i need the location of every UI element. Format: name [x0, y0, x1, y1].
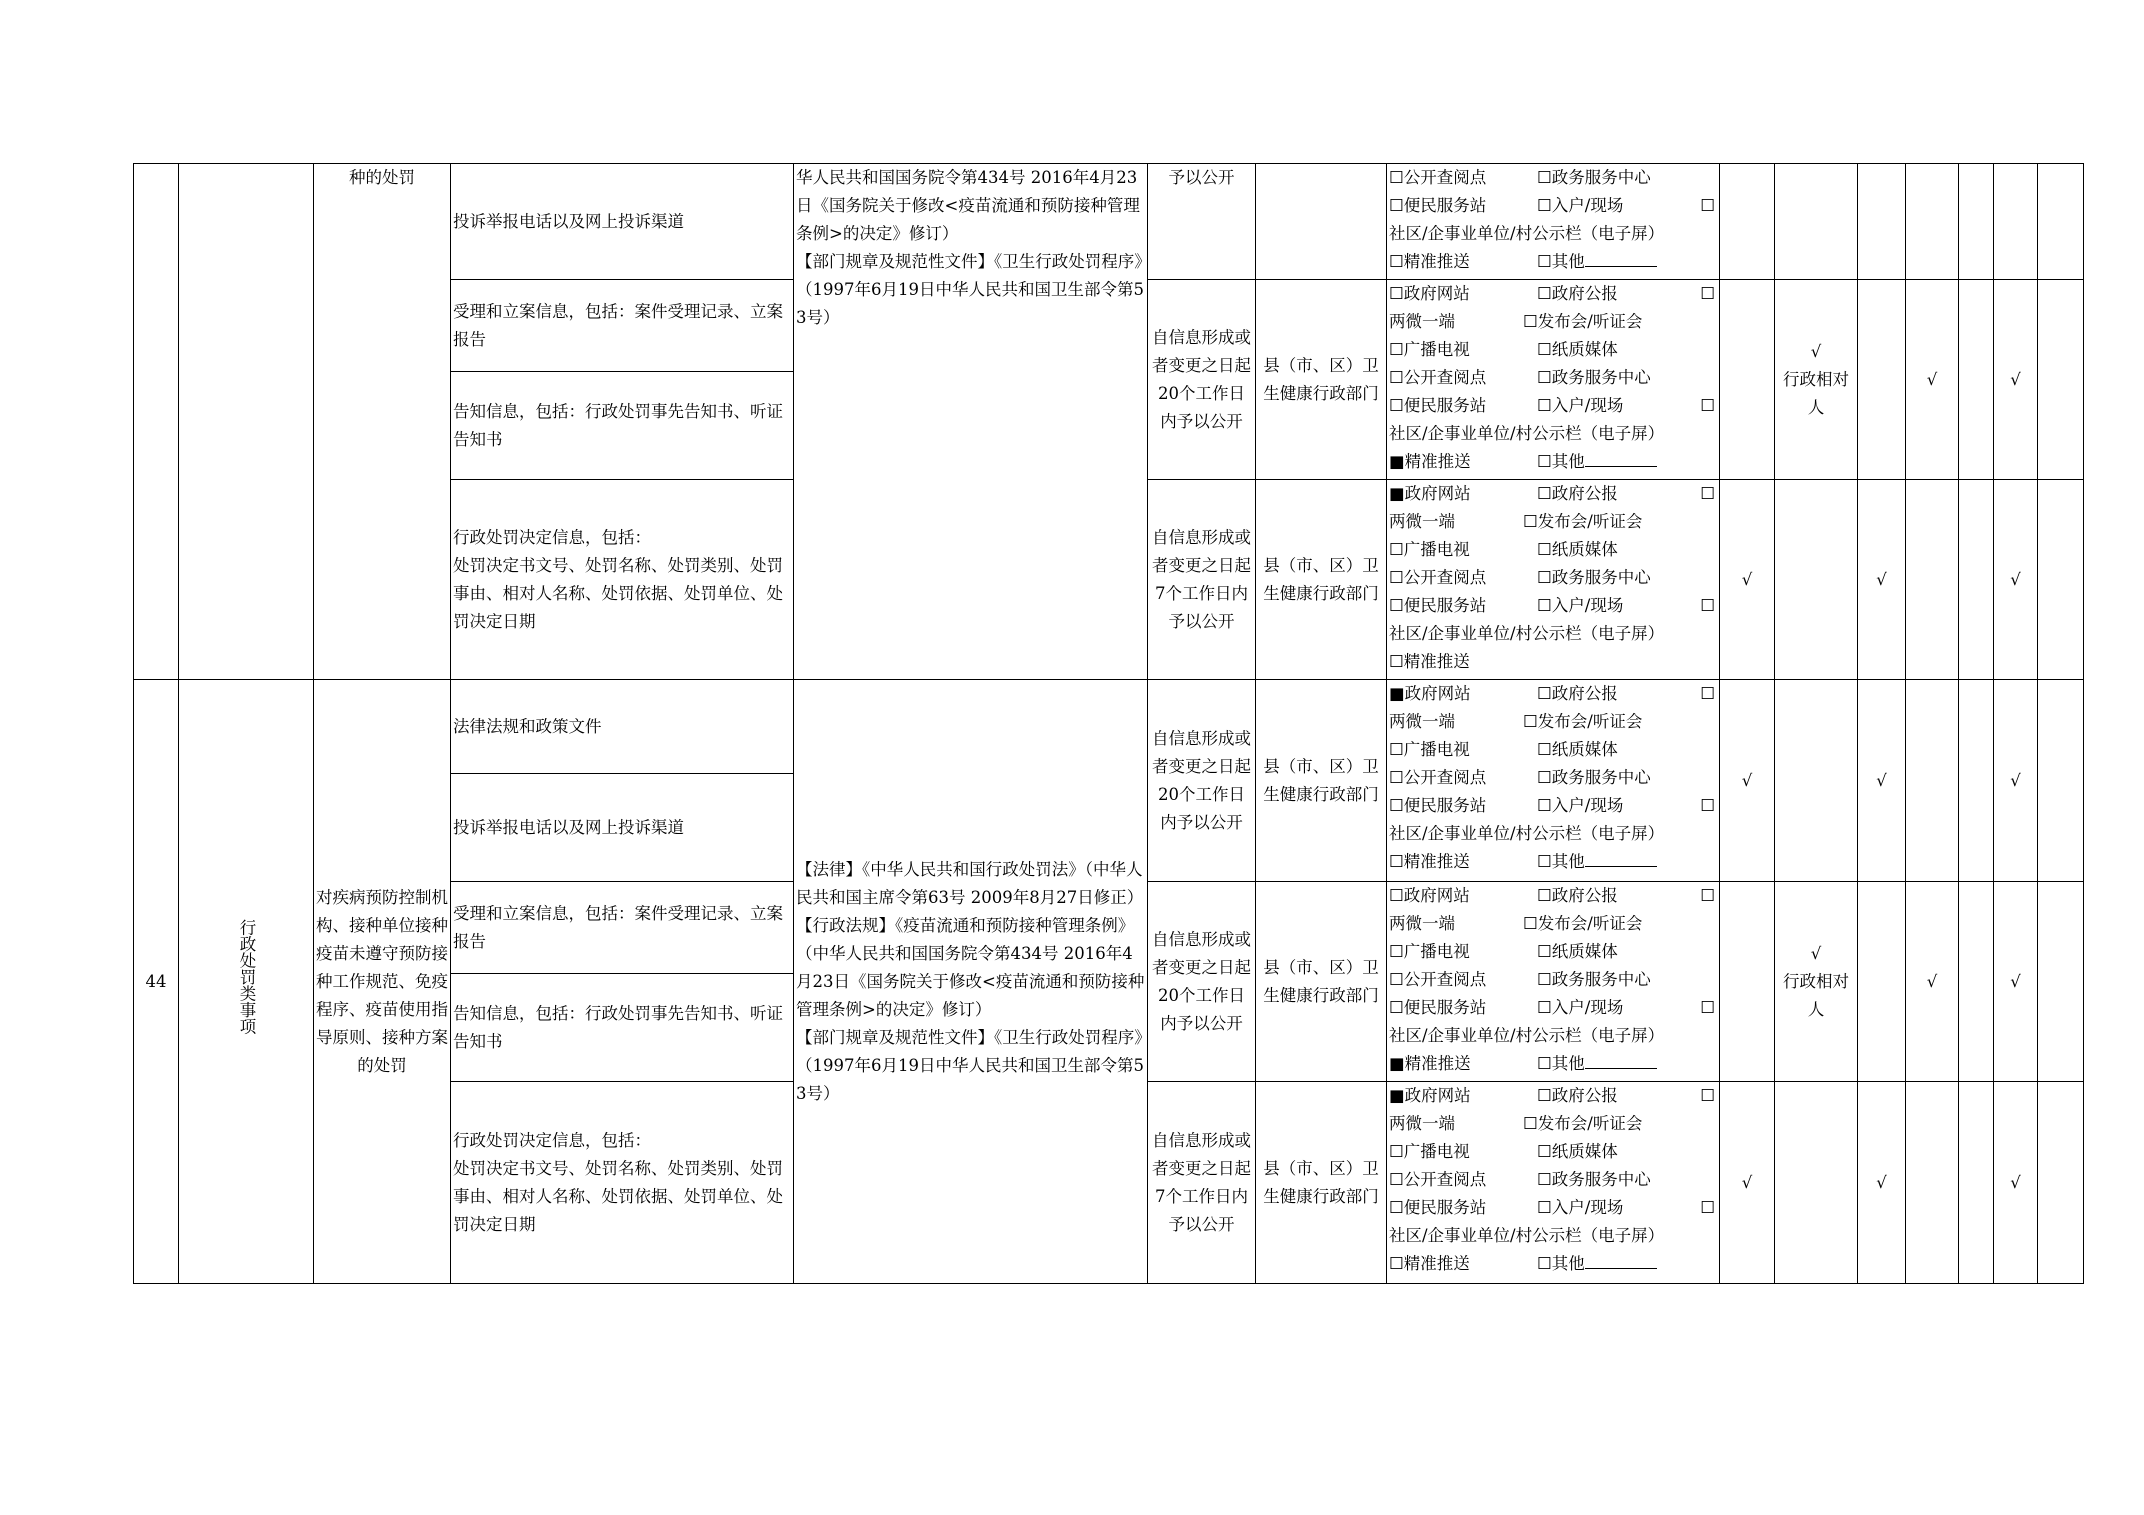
- channel-cell: ☐政府网站 ☐政府公报 ☐ 两微一端 ☐发布会/听证会 ☐广播电视 ☐纸质媒体 ☐公开查阅点 ☐政务服务中心 ☐便民服务站 ☐入户/现场 ☐ 社区/企事业单位/村公示栏（电子屏） ■精准推送 ☐其他: [1387, 280, 1720, 480]
- item-cell: 受理和立案信息，包括：案件受理记录、立案报告: [451, 280, 794, 372]
- subject-cell: 县（市、区）卫生健康行政部门: [1256, 1082, 1387, 1284]
- item-cell: 告知信息，包括：行政处罚事先告知书、听证告知书: [451, 974, 794, 1082]
- subject-cell: 县（市、区）卫生健康行政部门: [1256, 280, 1387, 480]
- basis-cell: 华人民共和国国务院令第434号 2016年4月23日《国务院关于修改<疫苗流通和预防接种管理条例>的决定》修订） 【部门规章及规范性文件】《卫生行政处罚程序》（1997年6月19日中华人民共和国卫生部令第53号）: [794, 164, 1148, 680]
- table-row: 受理和立案信息，包括：案件受理记录、立案报告 自信息形成或者变更之日起20个工作日内予以公开 县（市、区）卫生健康行政部门 ☐政府网站 ☐政府公报 ☐ 两微一端 ☐发布会/听证会 ☐广播电视 ☐纸质媒体 ☐公开查阅点 ☐政务服务中心 ☐便民服务站 ☐入户/现场 ☐ 社区/企事业单位/村公示栏（电子屏） ■精准推送 ☐其他 √ 行政相对人 √ √: [134, 280, 2084, 372]
- table-row: 44 行政处罚类事项 对疾病预防控制机构、接种单位接种疫苗未遵守预防接种工作规范、免疫程序、疫苗使用指导原则、接种方案的处罚 法律法规和政策文件 【法律】《中华人民共和国行政处罚法》（中华人民共和国主席令第63号 2009年8月27日修正） 【行政法规】《疫苗流通和预防接种管理条例》（中华人民共和国国务院令第434号 2016年4月23日《国务院关于修改<疫苗流通和预防接种管理条例>的决定》修订） 【部门规章及规范性文件】《卫生行政处罚程序》（1997年6月19日中华人民共和国卫生部令第53号） 自信息形成或者变更之日起20个工作日内予以公开 县（市、区）卫生健康行政部门 ■政府网站 ☐政府公报 ☐ 两微一端 ☐发布会/听证会 ☐广播电视 ☐纸质媒体 ☐公开查阅点 ☐政务服务中心 ☐便民服务站 ☐入户/现场 ☐ 社区/企事业单位/村公示栏（电子屏） ☐精准推送 ☐其他 √ √ √: [134, 680, 2084, 774]
- channel-cell: ■政府网站 ☐政府公报 ☐ 两微一端 ☐发布会/听证会 ☐广播电视 ☐纸质媒体 ☐公开查阅点 ☐政务服务中心 ☐便民服务站 ☐入户/现场 ☐ 社区/企事业单位/村公示栏（电子屏） ☐精准推送 ☐其他: [1387, 680, 1720, 882]
- matter-cell: 对疾病预防控制机构、接种单位接种疫苗未遵守预防接种工作规范、免疫程序、疫苗使用指导原则、接种方案的处罚: [314, 680, 451, 1284]
- time-cell: 予以公开: [1148, 164, 1256, 280]
- item-cell: 行政处罚决定信息，包括： 处罚决定书文号、处罚名称、处罚类别、处罚事由、相对人名称、处罚依据、处罚单位、处罚决定日期: [451, 480, 794, 680]
- channel-cell: ■政府网站 ☐政府公报 ☐ 两微一端 ☐发布会/听证会 ☐广播电视 ☐纸质媒体 ☐公开查阅点 ☐政务服务中心 ☐便民服务站 ☐入户/现场 ☐ 社区/企事业单位/村公示栏（电子屏） ☐精准推送: [1387, 480, 1720, 680]
- item-cell: 法律法规和政策文件: [451, 680, 794, 774]
- subject-cell: [1256, 164, 1387, 280]
- table-row: 受理和立案信息，包括：案件受理记录、立案报告 自信息形成或者变更之日起20个工作日内予以公开 县（市、区）卫生健康行政部门 ☐政府网站 ☐政府公报 ☐ 两微一端 ☐发布会/听证会 ☐广播电视 ☐纸质媒体 ☐公开查阅点 ☐政务服务中心 ☐便民服务站 ☐入户/现场 ☐ 社区/企事业单位/村公示栏（电子屏） ■精准推送 ☐其他 √ 行政相对人 √ √: [134, 882, 2084, 974]
- item-cell: 告知信息，包括：行政处罚事先告知书、听证告知书: [451, 372, 794, 480]
- seq-cell: [134, 164, 179, 680]
- category-cell: [179, 164, 314, 680]
- table-row: [134, 164, 2084, 280]
- table-row: 行政处罚决定信息，包括： 处罚决定书文号、处罚名称、处罚类别、处罚事由、相对人名称、处罚依据、处罚单位、处罚决定日期 自信息形成或者变更之日起7个工作日内予以公开 县（市、区）卫生健康行政部门 ■政府网站 ☐政府公报 ☐ 两微一端 ☐发布会/听证会 ☐广播电视 ☐纸质媒体 ☐公开查阅点 ☐政务服务中心 ☐便民服务站 ☐入户/现场 ☐ 社区/企事业单位/村公示栏（电子屏） ☐精准推送 ☐其他 √ √ √: [134, 1082, 2084, 1284]
- party-cell: √ 行政相对人: [1775, 280, 1858, 480]
- matter-cell: 种的处罚: [314, 164, 451, 680]
- channel-cell: ■政府网站 ☐政府公报 ☐ 两微一端 ☐发布会/听证会 ☐广播电视 ☐纸质媒体 ☐公开查阅点 ☐政务服务中心 ☐便民服务站 ☐入户/现场 ☐ 社区/企事业单位/村公示栏（电子屏） ☐精准推送 ☐其他: [1387, 1082, 1720, 1284]
- item-cell: 受理和立案信息，包括：案件受理记录、立案报告: [451, 882, 794, 974]
- subject-cell: 县（市、区）卫生健康行政部门: [1256, 480, 1387, 680]
- basis-cell: 【法律】《中华人民共和国行政处罚法》（中华人民共和国主席令第63号 2009年8月27日修正） 【行政法规】《疫苗流通和预防接种管理条例》（中华人民共和国国务院令第434号 2016年4月23日《国务院关于修改<疫苗流通和预防接种管理条例>的决定》修订） 【部门规章及规范性文件】《卫生行政处罚程序》（1997年6月19日中华人民共和国卫生部令第53号）: [794, 680, 1148, 1284]
- item-cell: 行政处罚决定信息，包括： 处罚决定书文号、处罚名称、处罚类别、处罚事由、相对人名称、处罚依据、处罚单位、处罚决定日期: [451, 1082, 794, 1284]
- channel-cell: ☐公开查阅点 ☐政务服务中心 ☐便民服务站 ☐入户/现场 ☐ 社区/企事业单位/村公示栏（电子屏） ☐精准推送 ☐其他: [1387, 164, 1720, 280]
- table-row: 行政处罚决定信息，包括： 处罚决定书文号、处罚名称、处罚类别、处罚事由、相对人名称、处罚依据、处罚单位、处罚决定日期 自信息形成或者变更之日起7个工作日内予以公开 县（市、区）卫生健康行政部门 ■政府网站 ☐政府公报 ☐ 两微一端 ☐发布会/听证会 ☐广播电视 ☐纸质媒体 ☐公开查阅点 ☐政务服务中心 ☐便民服务站 ☐入户/现场 ☐ 社区/企事业单位/村公示栏（电子屏） ☐精准推送 √ √ √: [134, 480, 2084, 680]
- item-cell: 投诉举报电话以及网上投诉渠道: [451, 164, 794, 280]
- party-cell: √ 行政相对人: [1775, 882, 1858, 1082]
- time-cell: 自信息形成或者变更之日起20个工作日内予以公开: [1148, 280, 1256, 480]
- seq-cell: 44: [134, 680, 179, 1284]
- item-cell: 投诉举报电话以及网上投诉渠道: [451, 774, 794, 882]
- time-cell: 自信息形成或者变更之日起20个工作日内予以公开: [1148, 680, 1256, 882]
- subject-cell: 县（市、区）卫生健康行政部门: [1256, 680, 1387, 882]
- disclosure-table: [133, 163, 2084, 1284]
- category-cell: 行政处罚类事项: [179, 680, 314, 1284]
- channel-cell: ☐政府网站 ☐政府公报 ☐ 两微一端 ☐发布会/听证会 ☐广播电视 ☐纸质媒体 ☐公开查阅点 ☐政务服务中心 ☐便民服务站 ☐入户/现场 ☐ 社区/企事业单位/村公示栏（电子屏） ■精准推送 ☐其他: [1387, 882, 1720, 1082]
- subject-cell: 县（市、区）卫生健康行政部门: [1256, 882, 1387, 1082]
- time-cell: 自信息形成或者变更之日起7个工作日内予以公开: [1148, 480, 1256, 680]
- time-cell: 自信息形成或者变更之日起7个工作日内予以公开: [1148, 1082, 1256, 1284]
- time-cell: 自信息形成或者变更之日起20个工作日内予以公开: [1148, 882, 1256, 1082]
